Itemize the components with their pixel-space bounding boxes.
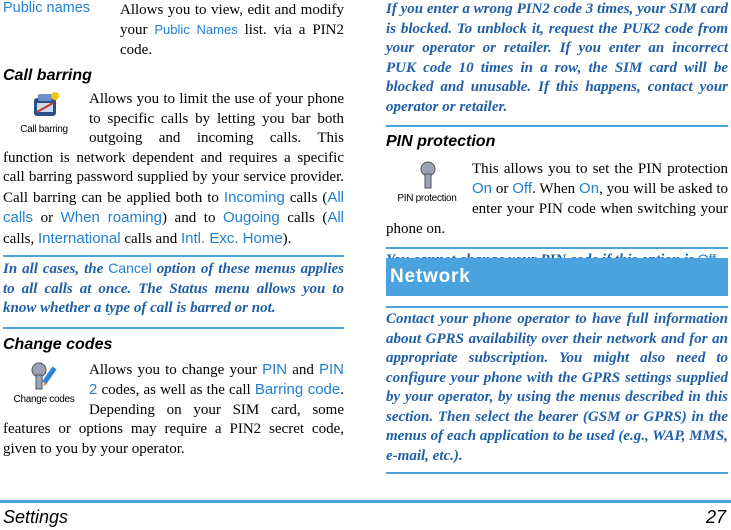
- change-codes-text: Allows you to change your PIN and PIN 2 codes, as well as the call Barring code. Depending on your SIM card, some features or options may require a PIN2 secret code, given to you by your operator.: [3, 360, 344, 457]
- phone-barring-icon: [29, 90, 61, 122]
- call-barring-text: Allows you to limit the use of your phone to specific calls by letting you bar both outgoing and incoming calls. This function is network dependent and requires a specific call barring password supplied by your service provider. Call barring can be applied both to Incoming calls (All calls or When roaming) and to Ougoing calls (All calls, International calls and Intl. Exc. Home).: [3, 91, 345, 247]
- call-barring-icon-caption: Call barring: [20, 124, 68, 135]
- on-option[interactable]: On: [579, 180, 600, 197]
- network-section: [386, 306, 728, 474]
- public-names-entry: [3, 0, 344, 60]
- on-option[interactable]: On: [472, 180, 493, 197]
- divider: [386, 247, 728, 249]
- public-names-definition: [120, 0, 344, 60]
- public-names-term: Public names: [3, 0, 91, 16]
- barring-code-option[interactable]: Barring code: [254, 381, 341, 398]
- public-names-link[interactable]: Public Names: [154, 22, 238, 37]
- all-calls-option[interactable]: All calls: [3, 188, 344, 226]
- divider: [386, 306, 728, 308]
- def-text: list. via a PIN2 code.: [120, 22, 345, 58]
- puk-note: If you enter a wrong PIN2 code 3 times, your SIM card is blocked. To unblock it, request the PUK2 code from your operator or retailer. If you enter an incorrect PUK code 10 times in a row, the SIM card will be blocked and unusable. If this happens, contact your operator or retailer.: [386, 1, 728, 115]
- key-pencil-icon: [29, 360, 61, 392]
- pin-option[interactable]: PIN: [262, 360, 288, 378]
- all-option[interactable]: All: [327, 209, 345, 226]
- change-codes-heading: Change codes: [3, 335, 113, 353]
- call-barring-section: [3, 90, 344, 249]
- right-column: [386, 0, 728, 271]
- pin-protection-heading: PIN protection: [386, 133, 496, 150]
- outgoing-option[interactable]: Ougoing: [223, 209, 280, 226]
- def-text: Allows you to view, edit and modify your: [120, 2, 344, 38]
- divider: [3, 255, 344, 257]
- cancel-option[interactable]: Cancel: [108, 260, 152, 276]
- pin-protection-icon-caption: PIN protection: [397, 193, 457, 204]
- left-column: [3, 0, 344, 459]
- when-roaming-option[interactable]: When roaming: [60, 209, 162, 226]
- pin2-option[interactable]: PIN 2: [89, 360, 344, 398]
- divider: [386, 472, 728, 474]
- pin-protection-icon-box: [386, 159, 468, 213]
- pin-protection-section: [386, 159, 728, 239]
- footer-rule: [0, 500, 731, 503]
- pin-protection-text: This allows you to set the PIN protection On or Off. When On, you will be asked to enter your PIN code when switching your phone on.: [386, 161, 728, 237]
- call-barring-heading: Call barring: [3, 67, 92, 84]
- footer-section-title: Settings: [3, 507, 69, 527]
- key-icon: [412, 159, 444, 191]
- network-banner: Network: [386, 258, 728, 296]
- incoming-option[interactable]: Incoming: [223, 188, 285, 206]
- off-option[interactable]: Off: [512, 180, 532, 197]
- intl-exc-home-option[interactable]: Intl. Exc. Home: [180, 229, 283, 247]
- divider: [3, 327, 344, 329]
- international-option[interactable]: International: [38, 229, 121, 247]
- call-barring-icon-box: [3, 90, 85, 144]
- change-codes-icon-box: [3, 360, 85, 414]
- page-number: 27: [705, 507, 726, 527]
- network-note: Contact your phone operator to have full information about GPRS availability over their network and for an appropriate subscription. You might also need to configure your phone with the GPRS settings supplied by your operator, by using the menus described in this section. Then select the bearer (GSM or GPRS) in the menus of each application to be used (e.g., WAP, MMS, e-mail, etc.).: [386, 311, 728, 464]
- change-codes-icon-caption: Change codes: [13, 393, 75, 405]
- divider: [386, 125, 728, 127]
- cancel-note: In all cases, the Cancel option of these menus applies to all calls at once. The Status menu allows you to know whether a type of call is barred or not.: [3, 260, 344, 316]
- change-codes-section: [3, 360, 344, 460]
